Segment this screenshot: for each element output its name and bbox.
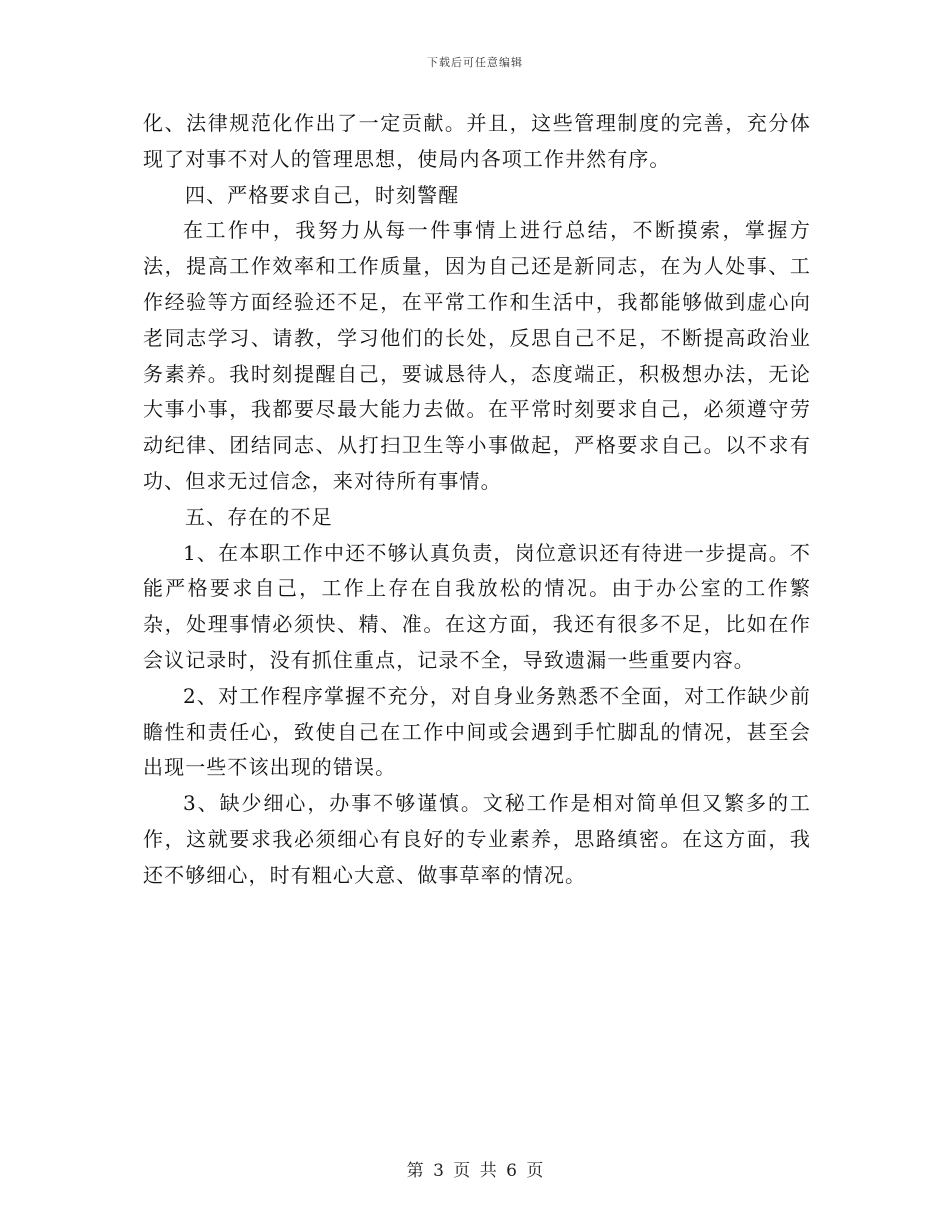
page-number-footer: 第 3 页 共 6 页 [406, 1161, 544, 1181]
document-body [143, 106, 811, 894]
paragraph-shortcoming-1: 1、在本职工作中还不够认真负责，岗位意识还有待进一步提高。不能严格要求自己，工作上存在自我放松的情况。由于办公室的工作繁杂，处理事情必须快、精、准。在这方面，我还有很多不足，比如在作会议记录时，没有抓住重点，记录不全，导致遗漏一些重要内容。 [143, 540, 811, 672]
header-note: 下载后可任意编辑 [427, 56, 523, 69]
section-heading-four: 四、严格要求自己，时刻警醒 [185, 182, 460, 207]
paragraph-continuation: 化、法律规范化作出了一定贡献。并且，这些管理制度的完善，充分体现了对事不对人的管理思想，使局内各项工作井然有序。 [143, 111, 811, 171]
paragraph-shortcoming-2: 2、对工作程序掌握不充分，对自身业务熟悉不全面，对工作缺少前瞻性和责任心，致使自己在工作中间或会遇到手忙脚乱的情况，甚至会出现一些不该出现的错误。 [143, 683, 811, 780]
section-heading-five: 五、存在的不足 [185, 504, 333, 529]
paragraph-shortcoming-3: 3、缺少细心，办事不够谨慎。文秘工作是相对简单但又繁多的工作，这就要求我必须细心有良好的专业素养，思路缜密。在这方面，我还不够细心，时有粗心大意、做事草率的情况。 [143, 791, 811, 887]
paragraph-self-requirements: 在工作中，我努力从每一件事情上进行总结，不断摸索，掌握方法，提高工作效率和工作质量，因为自己还是新同志，在为人处事、工作经验等方面经验还不足，在平常工作和生活中，我都能够做到虚心向老同志学习、请教，学习他们的长处，反思自己不足，不断提高政治业务素养。我时刻提醒自己，要诚恳待人，态度端正，积极想办法，无论大事小事，我都要尽最大能力去做。在平常时刻要求自己，必须遵守劳动纪律、团结同志、从打扫卫生等小事做起，严格要求自己。以不求有功、但求无过信念，来对待所有事情。 [143, 218, 811, 493]
